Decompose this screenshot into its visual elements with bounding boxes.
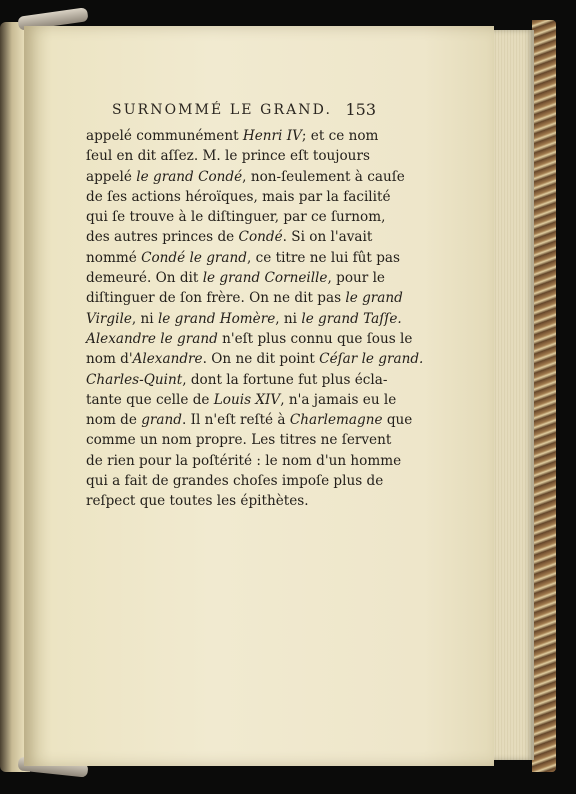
italic-run: Charles-Quint [86,371,183,388]
text-line [86,167,405,187]
text-run: . Il n'eſt reſté à [181,412,290,429]
text-line [86,430,392,450]
italic-run: le grand Corneille [202,270,328,287]
text-run: comme un nom propre. Les titres ne ſervent [86,432,392,449]
running-head [112,102,376,118]
page-fore-edge [494,30,534,760]
text-run: qui a fait de grandes choſes impoſe plus de [86,473,384,490]
running-head-title: SURNOMMÉ LE GRAND. [112,102,333,118]
text-run: ; et ce nom [301,128,379,144]
text-line [86,227,373,247]
text-run: , dont la fortune fut plus écla- [182,371,388,388]
text-run: , non-ſeulement à cauſe [242,168,405,185]
text-line [86,471,384,491]
italic-run: Henri IV [242,128,302,144]
text-run: , pour le [327,270,385,287]
text-run: ſeul en dit aſſez. M. le prince eſt toujours [86,148,370,165]
body-text [86,126,424,512]
marbled-cover-edge [532,20,556,772]
text-line [86,207,386,227]
italic-run: Virgile [86,310,132,327]
text-run: . On ne dit point [202,351,320,368]
text-run: nommé [86,249,142,266]
text-line [86,248,400,268]
text-run: de rien pour la poſtérité : le nom d'un homme [86,452,402,469]
text-run: que [382,412,413,429]
text-run: n'eſt plus connu que ſous le [217,330,413,347]
text-run: diſtinguer de ſon frère. On ne dit pas [86,290,346,307]
italic-run: Louis XIV [213,391,281,408]
italic-run: le grand Condé [136,168,243,185]
italic-run: grand [141,412,182,429]
italic-run: Alexandre [132,351,203,368]
text-line [86,187,391,207]
italic-run: le grand Homère [157,310,276,327]
text-run: de ſes actions héroïques, mais par la facilité [86,188,391,205]
text-run: , n'a jamais eu le [280,391,397,408]
italic-run: Alexandre le grand [86,330,218,347]
text-line [86,329,413,349]
italic-run: Charlemagne [289,412,383,429]
page-number: 153 [345,100,376,119]
text-line [86,390,397,410]
text-line [86,349,424,369]
text-run: , ni [131,310,158,327]
text-line [86,268,385,288]
italic-run: Céſar le grand. [319,351,424,368]
italic-run: Condé le grand [141,249,247,266]
text-run: demeuré. On dit [86,270,203,287]
text-line [86,370,388,390]
text-run: . Si on l'avait [282,229,373,246]
italic-run: le grand [345,290,403,307]
italic-run: le grand Taſſe. [301,310,402,327]
text-line [86,309,402,329]
text-run: , ce titre ne lui fût pas [246,249,400,266]
text-run: reſpect que toutes les épithètes. [86,493,309,510]
text-line [86,146,370,166]
text-run: des autres princes de [86,229,239,246]
text-line [86,126,379,146]
text-run: appelé [86,168,137,185]
text-line [86,451,402,471]
text-run: tante que celle de [86,391,214,408]
text-line [86,410,413,430]
text-run: nom d' [86,351,133,368]
text-run: nom de [86,412,142,429]
text-run: appelé communément [86,128,243,144]
text-line [86,491,358,511]
text-run: qui ſe trouve à le diſtinguer, par ce ſurnom, [86,209,386,226]
text-line [86,288,403,308]
text-run: , ni [275,310,302,327]
italic-run: Condé [238,229,283,246]
